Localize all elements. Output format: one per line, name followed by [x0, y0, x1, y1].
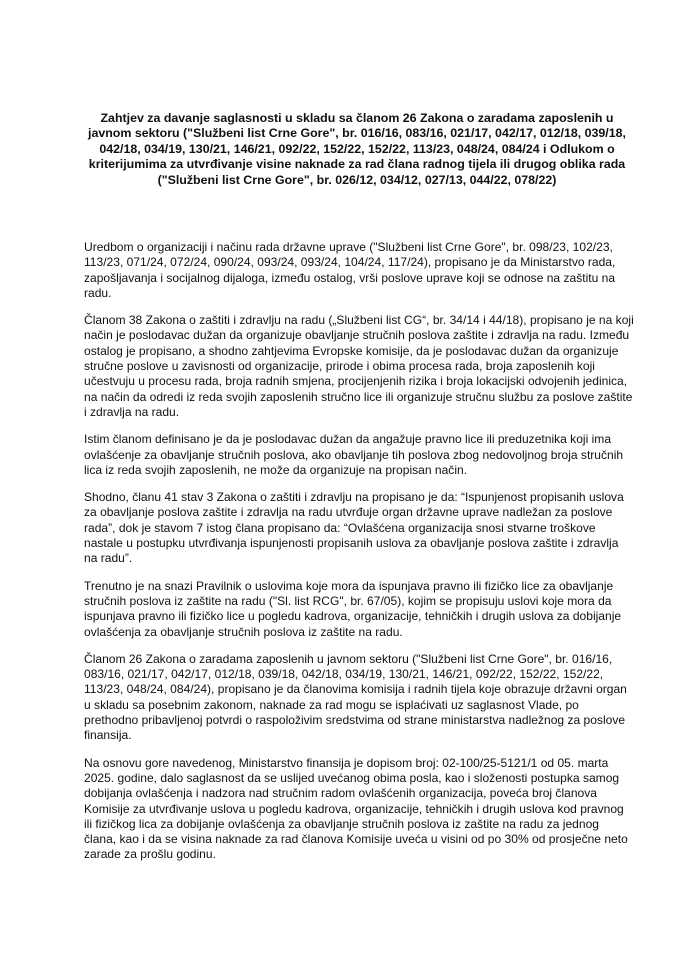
paragraph-clan-38: Članom 38 Zakona o zaštiti i zdravlju na radu („Službeni list CG“, br. 34/14 i 44/18), propisano je na koji način je poslodavac dužan da organizuje obavljanje stručnih poslova zaštite i zdravlja na radu. Između ostalog je propisano, a shodno zahtjevima Evropske komisije, da je poslodavac dužan da organizuje stručne poslove u zavisnosti od organizacije, prirode i obima procesa rada, broja zaposlenih koji učestvuju u procesu rada, broja radnih smjena, procijenjenih rizika i broja lokacijski odvojenih jedinica, na način da odredi iz reda svojih zaposlenih stručno lice ili organizuje stručnu službu za poslove zaštite i zdravlja na radu. — [84, 313, 634, 419]
document-body — [84, 240, 634, 875]
paragraph-clan-26: Članom 26 Zakona o zaradama zaposlenih u javnom sektoru ("Službeni list Crne Gore", br. 016/16, 083/16, 021/17, 042/17, 012/18, 039/18, 042/18, 034/19, 130/21, 146/21, 092/22, 152/22, 152/22, 113/23, 048/24, 084/24), propisano je da članovima komisija i radnih tijela koje obrazuje državni organ u skladu sa posebnim zakonom, naknade za rad mogu se isplaćivati uz saglasnost Vlade, po prethodno pribavljenoj potvrdi o raspoloživim sredstvima od strane ministarstva nadležnog za poslove finansija. — [84, 651, 627, 743]
paragraph-istim-clanom: Istim članom definisano je da je poslodavac dužan da angažuje pravno lice ili preduzetnika koji ima ovlašćenje za obavljanje stručnih poslova, ako obavljanje tih poslova zbog nedovoljnog broja stručnih lica iz reda svojih zaposlenih, ne može da organizuje na propisan način. — [84, 432, 624, 477]
paragraph-ministarstvo-finansija: Na osnovu gore navedenog, Ministarstvo finansija je dopisom broj: 02-100/25-5121/1 od 05. marta 2025. godine, dalo saglasnost da se uslijed uvećanog obima posla, kao i složenosti postupka samog dobijanja ovlašćenja i nadzora nad stručnim radom ovlašćenih organizacija, poveća broj članova Komisije za utvrđivanje uslova u pogledu kadrova, organizacije, tehničkih i drugih uslova kod pravnog ili fizičkog lica za dobijanje ovlašćenja za obavljanje stručnih poslova iz zaštite na radu za jednog člana, kao i da se visina naknade za rad članova Komisije uveća u visini od po 30% od prosječne neto zarade za prošlu godinu. — [84, 755, 628, 862]
paragraph-uredba: Uredbom o organizaciji i načinu rada državne uprave ("Službeni list Crne Gore", br. 098/23, 102/23, 113/23, 071/24, 072/24, 090/24, 093/24, 093/24, 104/24, 117/24), propisano je da Ministarstvo rada, zapošljavanja i socijalnog dijaloga, između ostalog, vrši poslove uprave koji se odnose na zaštitu na radu. — [84, 240, 616, 300]
paragraph-clan-41: Shodno, članu 41 stav 3 Zakona o zaštiti i zdravlju na propisano je da: “Ispunjenost propisanih uslova za obavljanje poslova zaštite i zdravlja na radu utvrđuje organ državne uprave nadležan za poslove rada”, dok je stavom 7 istog člana propisano da: “Ovlašćena organizacija snosi stvarne troškove nastale u postupku utvrđivanja ispunjenosti propisanih uslova za obavljanje poslova zaštite i zdravlja na radu”. — [84, 490, 624, 566]
paragraph-pravilnik: Trenutno je na snazi Pravilnik o uslovima koje mora da ispunjava pravno ili fizičko lice za obavljanje stručnih poslova iz zaštite na radu ("Sl. list RCG", br. 67/05), kojim se propisuju uslovi koje mora da ispunjava pravno ili fizičko lice u pogledu kadrova, organizacije, tehničkih i drugih uslova za dobijanje ovlašćenja za obavljanje stručnih poslova iz zaštite na radu. — [84, 578, 622, 639]
document-title: Zahtjev za davanje saglasnosti u skladu sa članom 26 Zakona o zaradama zaposlenih u javnom sektoru ("Službeni list Crne Gore", br. 016/16, 083/16, 021/17, 042/17, 012/18, 039/18, 042/18, 034/19, 130/21, 146/21, 092/22, 152/22, 152/22, 113/23, 048/24, 084/24 i Odlukom o kriterijumima za utvrđivanje visine naknade za rad člana radnog tijela ili drugog oblika rada ("Službeni list Crne Gore", br. 026/12, 034/12, 027/13, 044/22, 078/22) — [88, 111, 626, 187]
